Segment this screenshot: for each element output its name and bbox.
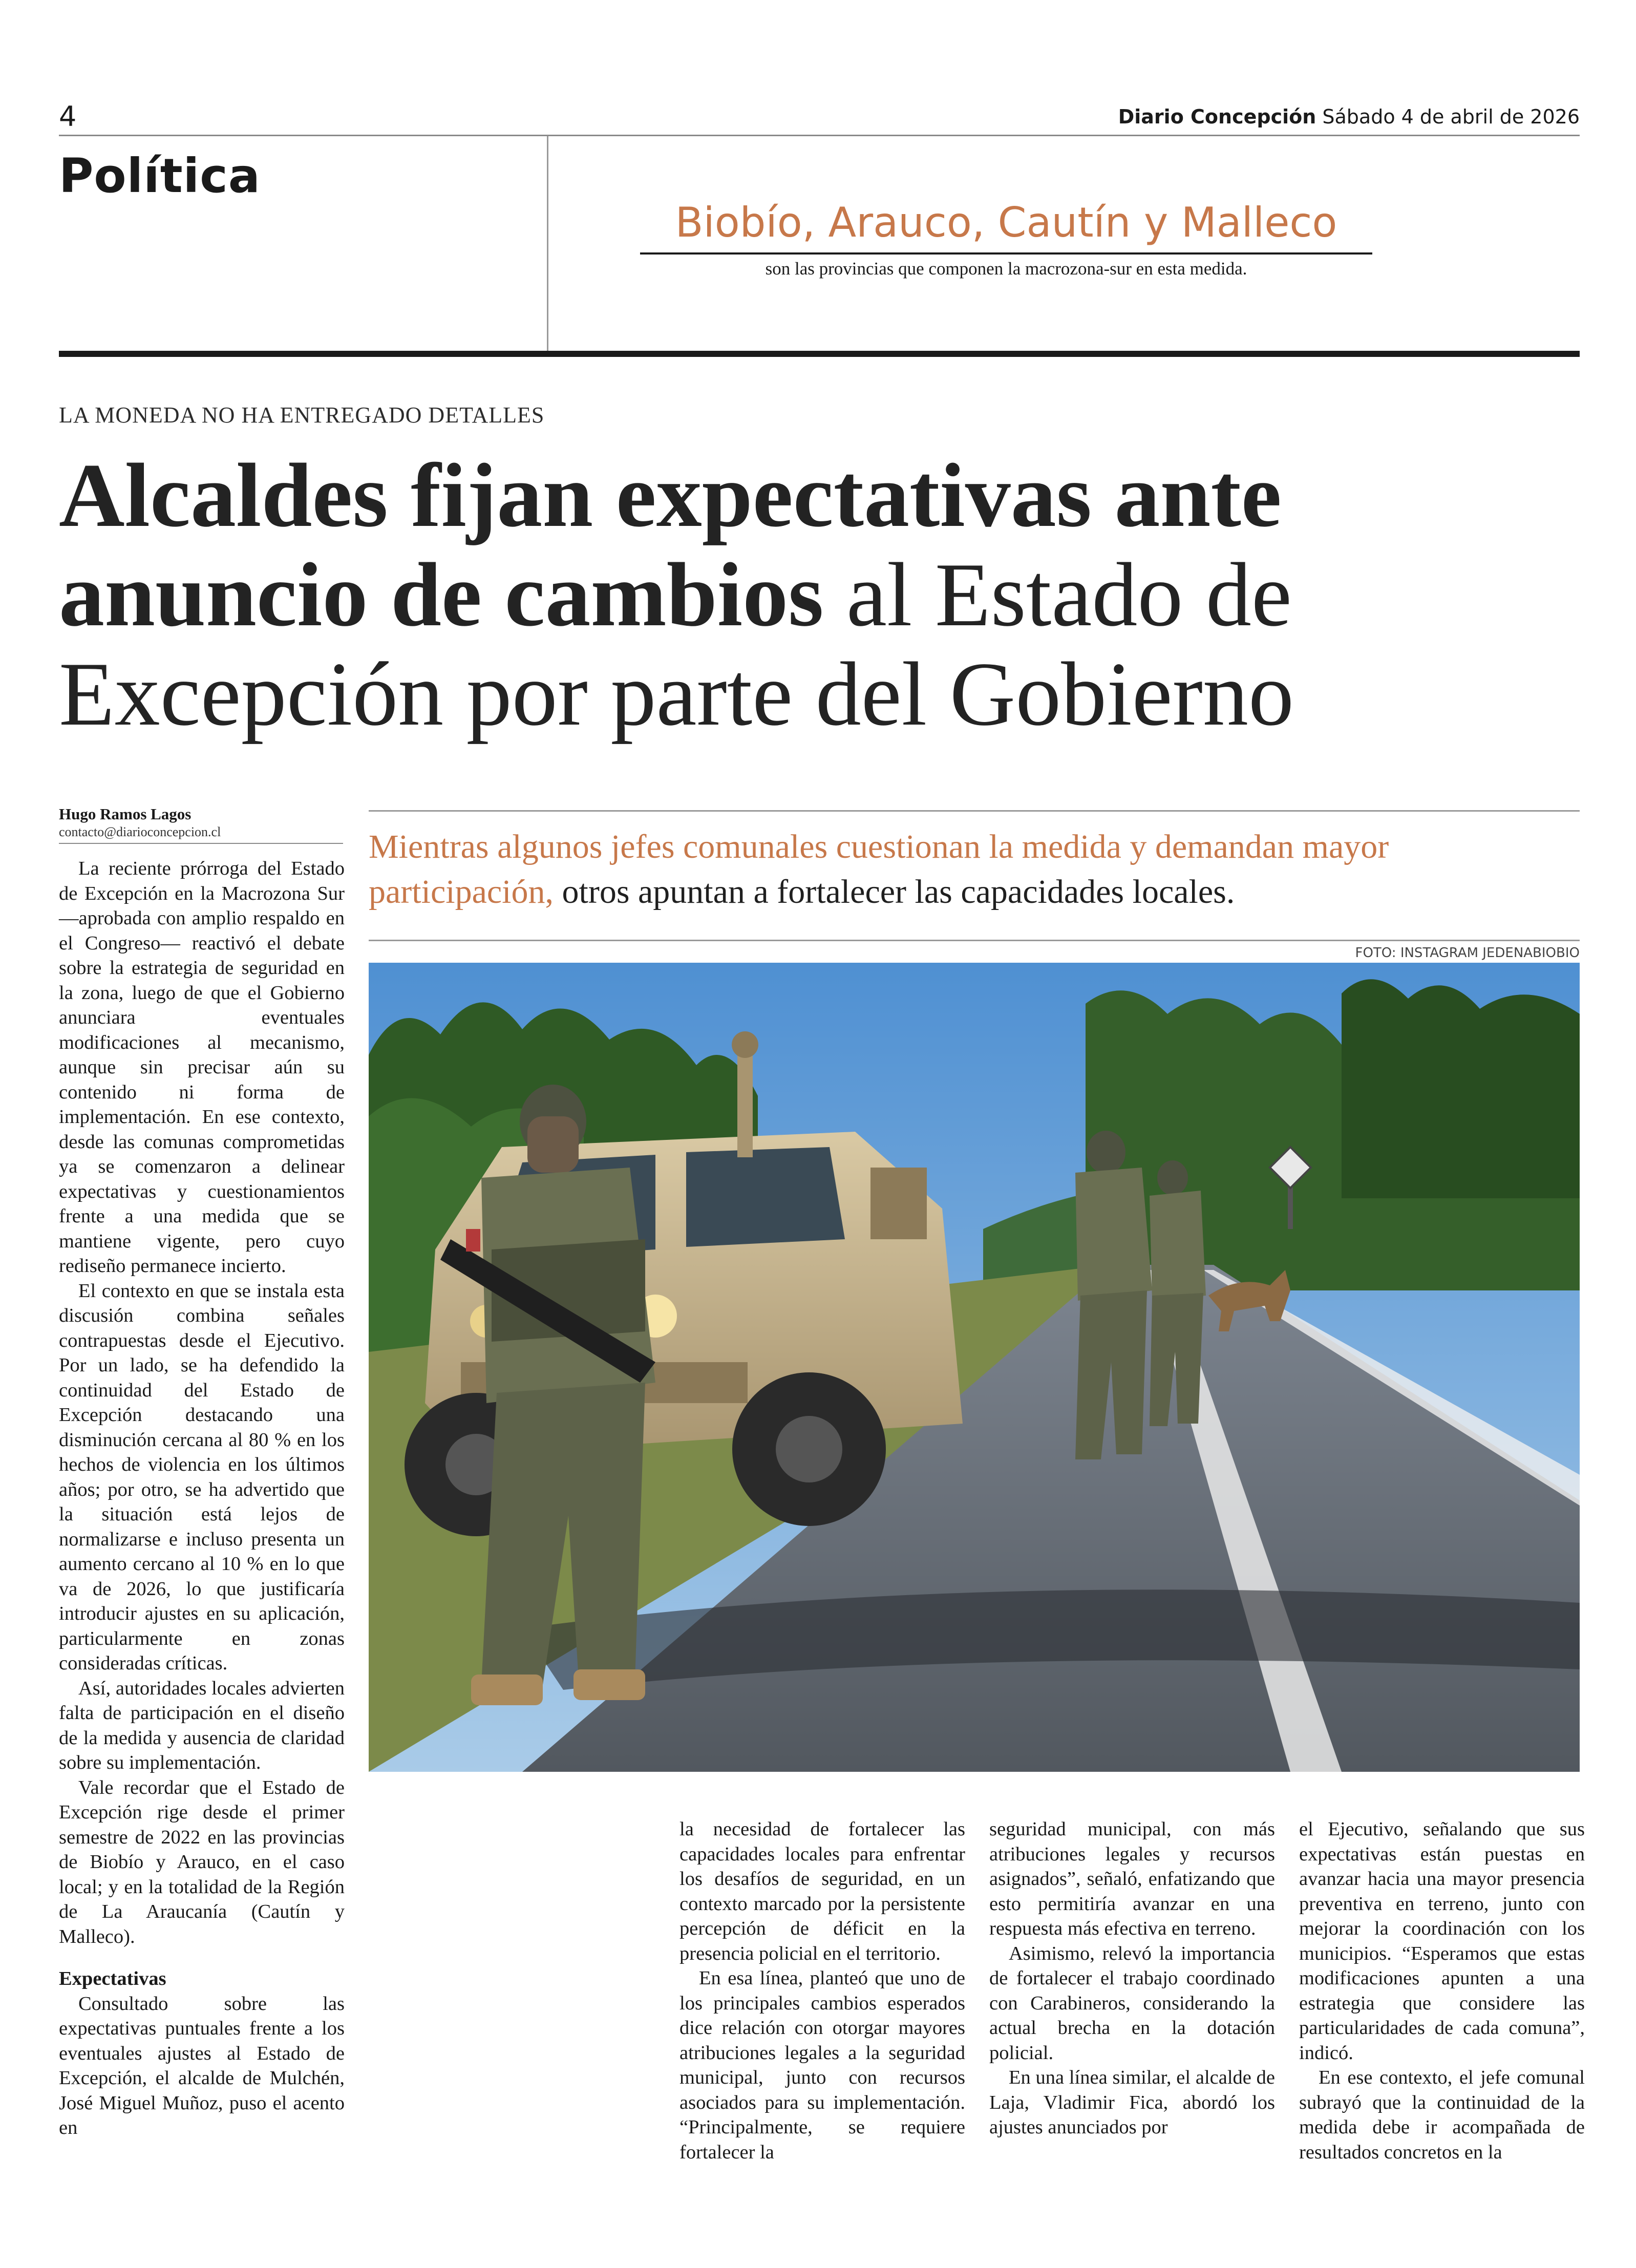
page-number: 4 [59, 100, 77, 133]
paragraph: En una línea similar, el alcalde de Laja, Vladimir Fica, abordó los ajustes anunciados por [989, 2067, 1275, 2138]
issue-date: Sábado 4 de abril de 2026 [1322, 105, 1580, 128]
subhead: Expectativas [59, 1968, 166, 1989]
article-photo [369, 963, 1580, 1772]
photo-credit: FOTO: INSTAGRAM JEDENABIOBIO [1355, 945, 1580, 961]
byline-email: contacto@diarioconcepcion.cl [59, 824, 221, 839]
paragraph: Asimismo, relevó la importancia de fortalecer el trabajo coordinado con Carabineros, considerando la actual brecha en la dotación policial. [989, 1942, 1275, 2064]
paragraph: En esa línea, planteó que uno de los principales cambios esperados dice relación con otorgar mayores atribuciones legales a la seguridad municipal, junto con recursos asociados para su implementación. “Principalmente, se requiere fortalecer la [679, 1967, 965, 2163]
top-rule [59, 135, 1580, 136]
paragraph: Consultado sobre las expectativas puntuales frente a los eventuales ajustes al Estado de Excepción, el alcalde de Mulchén, José Miguel Muñoz, puso el acento en [59, 1993, 345, 2138]
deck-top-rule [369, 810, 1580, 812]
publication-name: Diario Concepción [1118, 105, 1316, 128]
kicker: LA MONEDA NO HA ENTREGADO DETALLES [59, 402, 545, 428]
paragraph: El contexto en que se instala esta discusión combina señales contrapuestas desde el Ejecutivo. Por un lado, se ha defendido la continuidad del Estado de Excepción destacando una disminución cercana al 80 % en los hechos de violencia en los últimos años; por otro, se ha advertido que la situación está lejos de normalizarse e incluso presenta un aumento cercano al 10 % en lo que va de 2026, lo que justificaría introducir ajustes en su aplicación, particularmente en zonas consideradas críticas. [59, 1280, 345, 1674]
masthead [1118, 105, 1580, 128]
soldiers-road-illustration [369, 963, 1580, 1772]
section-rule [59, 351, 1580, 357]
soldier-back [1150, 1160, 1206, 1426]
article-column-2 [679, 1817, 965, 2165]
feature-caption: son las provincias que componen la macrozona-sur en esta medida. [765, 259, 1247, 279]
paragraph: La reciente prórroga del Estado de Excepción en la Macrozona Sur —aprobada con amplio respaldo en el Congreso— reactivó el debate sobre la estrategia de seguridad en la zona, luego de que el Gobierno anunciara eventuales modificaciones al mecanismo, aunque sin precisar aún su contenido ni forma de implementación. En ese contexto, desde las comunas comprometidas ya se comenzaron a delinear expectativas y cuestionamientos frente a una medida que se mantiene vigente, pero cuyo rediseño permanece incierto. [59, 858, 345, 1277]
deck [369, 824, 1580, 915]
paragraph: En ese contexto, el jefe comunal subrayó que la continuidad de la medida debe ir acompañada de resultados concretos en la [1299, 2067, 1585, 2163]
deck-rest: otros apuntan a fortalecer las capacidades locales. [554, 873, 1235, 910]
headline-regular: al Estado de Excepción por parte del Gobierno [59, 544, 1294, 745]
article-column-4 [1299, 1817, 1585, 2165]
paragraph: el Ejecutivo, señalando que sus expectativas están puestas en avanzar hacia una mayor presencia preventiva en terreno, junto con mejorar la coordinación con los municipios. “Esperamos que estas modificaciones apunten a una estrategia que considere las particularidades de cada comuna”, indicó. [1299, 1818, 1585, 2064]
deck-bottom-rule [369, 940, 1580, 941]
paragraph: seguridad municipal, con más atribuciones legales y recursos asignados”, señaló, enfatizando que esto permitiría avanzar en una respuesta más efectiva en terreno. [989, 1818, 1275, 1939]
paragraph: la necesidad de fortalecer las capacidades locales para enfrentar los desafíos de seguridad, en un contexto marcado por la persistente percepción de déficit en la presencia policial en el territorio. [679, 1818, 965, 1964]
header-divider [547, 136, 548, 352]
headline-bold: Alcaldes fijan expectativas ante anuncio de cambios [59, 444, 1282, 645]
feature-title: Biobío, Arauco, Cautín y Malleco [675, 199, 1337, 246]
headline [59, 446, 1569, 744]
paragraph: Vale recordar que el Estado de Excepción rige desde el primer semestre de 2022 en las provincias de Biobío y Arauco, en el caso local; y en la totalidad de la Región de La Araucanía (Cautín y Malleco). [59, 1776, 345, 1947]
deck-accent: Mientras algunos jefes comunales cuestionan la medida y demandan mayor participación, [369, 828, 1389, 910]
feature-rule [640, 252, 1372, 255]
article-column-3 [989, 1817, 1275, 2140]
section-title: Política [59, 149, 261, 203]
article-column-1 [59, 856, 345, 2140]
paragraph: Así, autoridades locales advierten falta de participación en el diseño de la medida y ausencia de claridad sobre su implementación. [59, 1677, 345, 1773]
byline-author: Hugo Ramos Lagos [59, 805, 192, 823]
byline-rule [59, 843, 343, 844]
